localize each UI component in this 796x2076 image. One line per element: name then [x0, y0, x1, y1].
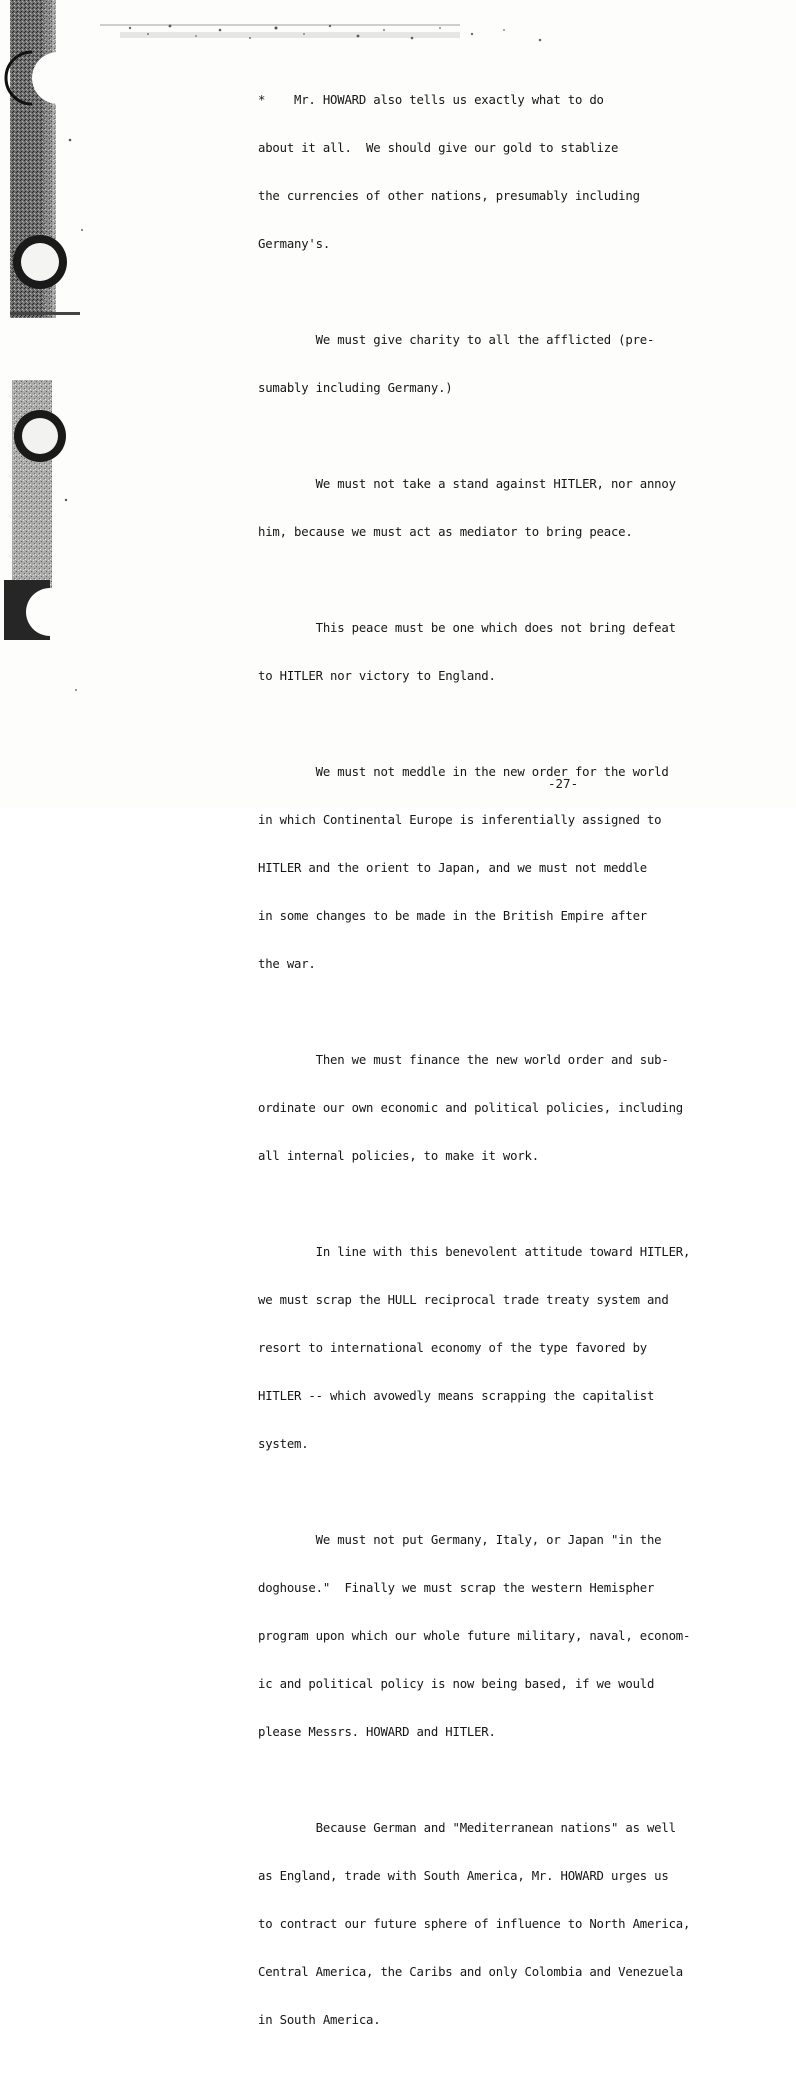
text-line: HITLER -- which avowedly means scrapping the capitalist	[258, 1389, 655, 1403]
paragraph-trade-treaty	[258, 1212, 758, 1484]
text-line: We must give charity to all the afflicted (pre-	[258, 333, 655, 347]
text-line: system.	[258, 1437, 309, 1451]
text-line: doghouse." Finally we must scrap the western Hemispher	[258, 1581, 655, 1595]
paragraph-mediator	[258, 444, 758, 572]
text-line: the war.	[258, 957, 316, 971]
text-line: Germany's.	[258, 237, 331, 251]
paragraph-gold	[258, 60, 758, 284]
paragraph-new-order	[258, 732, 758, 1004]
page-number: -27-	[548, 776, 579, 791]
document-body	[258, 60, 758, 2076]
paragraph-south-america	[258, 1788, 758, 2060]
text-line: sumably including Germany.)	[258, 381, 453, 395]
text-line: all internal policies, to make it work.	[258, 1149, 539, 1163]
text-line: ic and political policy is now being based, if we would	[258, 1677, 655, 1691]
paragraph-charity	[258, 300, 758, 428]
paragraph-peace	[258, 588, 758, 716]
text-line: Central America, the Caribs and only Colombia and Venezuela	[258, 1965, 683, 1979]
text-line: him, because we must act as mediator to bring peace.	[258, 525, 633, 539]
text-line: We must not put Germany, Italy, or Japan "in the	[258, 1533, 662, 1547]
text-line: about it all. We should give our gold to stablize	[258, 141, 619, 155]
text-line: in which Continental Europe is inferentially assigned to	[258, 813, 662, 827]
text-line: This peace must be one which does not bring defeat	[258, 621, 676, 635]
text-line: the currencies of other nations, presumably including	[258, 189, 640, 203]
paragraph-finance	[258, 1020, 758, 1196]
text-line: HITLER and the orient to Japan, and we must not meddle	[258, 861, 647, 875]
text-line: Then we must finance the new world order and sub-	[258, 1053, 669, 1067]
binding-strip-scan-artifact	[0, 0, 100, 808]
text-line: in South America.	[258, 2013, 381, 2027]
text-line: please Messrs. HOWARD and HITLER.	[258, 1725, 496, 1739]
text-line: to HITLER nor victory to England.	[258, 669, 496, 683]
text-line: We must not meddle in the new order for the world	[258, 765, 669, 779]
text-line: ordinate our own economic and political policies, including	[258, 1101, 683, 1115]
text-line: program upon which our whole future military, naval, econom-	[258, 1629, 691, 1643]
text-line: we must scrap the HULL reciprocal trade treaty system and	[258, 1293, 669, 1307]
text-line: * Mr. HOWARD also tells us exactly what to do	[258, 93, 604, 107]
paragraph-doghouse	[258, 1500, 758, 1772]
text-line: to contract our future sphere of influence to North America,	[258, 1917, 691, 1931]
text-line: In line with this benevolent attitude toward HITLER,	[258, 1245, 691, 1259]
binding-holes-graphic	[0, 0, 100, 808]
text-line: Because German and "Mediterranean nations" as well	[258, 1821, 676, 1835]
text-line: as England, trade with South America, Mr. HOWARD urges us	[258, 1869, 669, 1883]
text-line: resort to international economy of the type favored by	[258, 1341, 647, 1355]
text-line: We must not take a stand against HITLER, nor annoy	[258, 477, 676, 491]
text-line: in some changes to be made in the British Empire after	[258, 909, 647, 923]
